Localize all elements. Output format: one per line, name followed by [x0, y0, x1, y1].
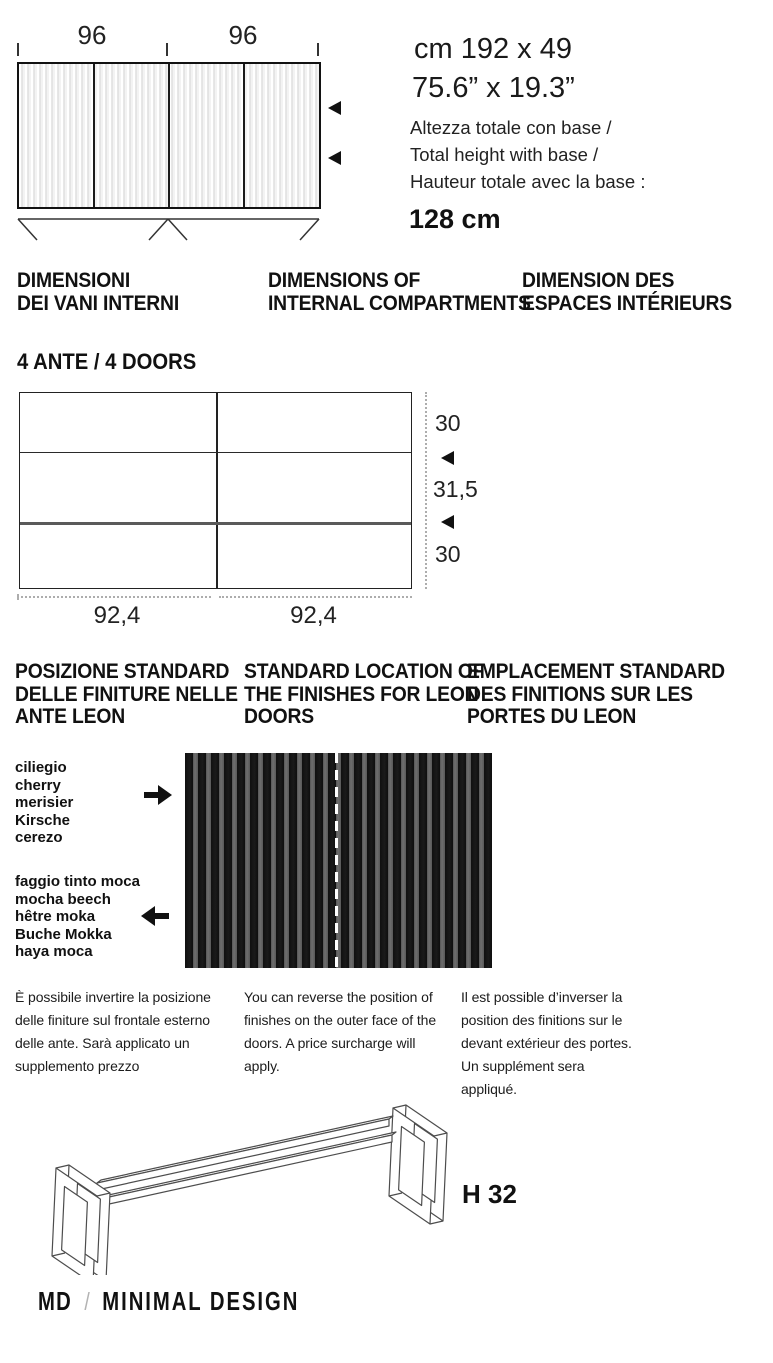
- height-note-en: Total height with base /: [410, 144, 599, 165]
- note-it: [15, 986, 211, 1078]
- header-line: POSIZIONE STANDARD: [15, 660, 230, 683]
- dim-tick: [166, 43, 168, 56]
- header-line: DIMENSION DES: [522, 269, 675, 292]
- note-line: devant extérieur des portes.: [461, 1035, 632, 1051]
- col-dim-right: 92,4: [290, 602, 337, 629]
- left-triangle-icon: [328, 101, 341, 115]
- compartments-grid: [19, 392, 412, 589]
- right-arrow-icon: [144, 784, 174, 806]
- dotted-dimension-line: [21, 596, 211, 598]
- dim-tick: [17, 594, 19, 600]
- note-line: Un supplément sera: [461, 1058, 585, 1074]
- door-divider: [243, 64, 245, 207]
- header-line: STANDARD LOCATION OF: [244, 660, 485, 683]
- header-emplacement-fr: [467, 661, 725, 729]
- header-line: DEI VANI INTERNI: [17, 291, 180, 315]
- wood-slats-photo: [185, 753, 492, 968]
- header-line: DIMENSIONS OF: [268, 269, 421, 292]
- row-dim-top: 30: [435, 410, 461, 436]
- finish-name: Buche Mokka: [15, 925, 112, 943]
- door-divider: [93, 64, 95, 207]
- brand-footer: [38, 1286, 299, 1317]
- doors-count-title: 4 ANTE / 4 DOORS: [17, 349, 197, 374]
- header-line: ANTE LEON: [15, 705, 125, 728]
- finish-list-cherry: [15, 759, 73, 847]
- finish-name: haya moca: [15, 943, 93, 961]
- note-fr: [461, 986, 632, 1101]
- grid-row-divider: [20, 522, 411, 525]
- dim-tick: [317, 43, 319, 56]
- grid-column-divider: [216, 393, 218, 588]
- finish-name: mocha beech: [15, 890, 111, 908]
- size-cm: cm 192 x 49: [414, 33, 572, 65]
- header-dimension-fr: [522, 270, 732, 315]
- height-note-it: Altezza totale con base /: [410, 117, 612, 138]
- note-line: position des finitions sur le: [461, 1012, 623, 1028]
- header-line: THE FINISHES FOR LEON: [244, 682, 479, 706]
- height-note-fr: Hauteur totale avec la base :: [410, 171, 646, 192]
- dotted-dimension-line: [219, 596, 412, 598]
- brand-initials: MD: [38, 1286, 72, 1316]
- cabinet-front: [17, 62, 321, 209]
- row-dim-bottom: 30: [435, 541, 461, 567]
- note-en: [244, 986, 436, 1078]
- door-divider: [168, 64, 170, 207]
- header-line: DELLE FINITURE NELLE: [15, 682, 238, 706]
- left-triangle-icon: [328, 151, 341, 165]
- left-triangle-icon: [441, 515, 454, 529]
- finish-name: ciliegio: [15, 759, 67, 776]
- dotted-extension-line: [425, 392, 427, 589]
- note-line: delle ante. Sarà applicato un: [15, 1035, 190, 1051]
- dim-tick: [17, 43, 19, 56]
- note-line: You can reverse the position of: [244, 989, 433, 1005]
- note-line: apply.: [244, 1058, 280, 1074]
- finish-name: hêtre moka: [15, 908, 96, 926]
- finish-name: Kirsche: [15, 811, 71, 829]
- slash-separator: /: [84, 1288, 90, 1316]
- col-dim-left: 92,4: [93, 602, 141, 629]
- door-swing-line: [17, 217, 321, 243]
- header-line: PORTES DU LEON: [467, 705, 637, 728]
- center-dashed-line: [335, 753, 338, 968]
- note-line: appliqué.: [461, 1081, 517, 1097]
- header-line: DIMENSIONI: [17, 269, 131, 292]
- note-line: Il est possible d’inverser la: [461, 989, 623, 1005]
- note-line: doors. A price surcharge will: [244, 1035, 416, 1051]
- finish-name: faggio tinto moca: [15, 873, 140, 890]
- dim-96-right: 96: [228, 20, 258, 50]
- note-line: supplemento prezzo: [15, 1058, 140, 1074]
- base-frame-drawing: [40, 1095, 480, 1275]
- size-inch: 75.6” x 19.3”: [412, 72, 575, 104]
- base-height-label: H 32: [462, 1179, 517, 1209]
- header-posizione-it: [15, 661, 238, 729]
- note-line: delle finiture sul frontale esterno: [15, 1012, 210, 1028]
- left-triangle-icon: [441, 451, 454, 465]
- header-line: DOORS: [244, 705, 314, 728]
- grid-row-divider: [20, 452, 411, 453]
- finish-name: cerezo: [15, 829, 63, 847]
- note-line: È possibile invertire la posizione: [15, 989, 211, 1005]
- row-dim-middle: 31,5: [433, 476, 478, 502]
- header-location-en: [244, 661, 484, 729]
- brand-name: MINIMAL DESIGN: [102, 1286, 300, 1316]
- finish-name: merisier: [15, 794, 74, 812]
- total-height-value: 128 cm: [409, 204, 501, 234]
- dim-96-left: 96: [77, 20, 107, 50]
- header-line: EMPLACEMENT STANDARD: [467, 660, 725, 683]
- finish-name: cherry: [15, 776, 61, 794]
- left-arrow-icon: [141, 905, 171, 927]
- header-line: DES FINITIONS SUR LES: [467, 682, 693, 706]
- header-line: ESPACES INTÉRIEURS: [522, 291, 732, 315]
- note-line: finishes on the outer face of the: [244, 1012, 437, 1028]
- header-line: INTERNAL COMPARTMENTS: [268, 291, 531, 315]
- finish-list-mocha: [15, 873, 140, 961]
- header-dimensions-en: [268, 270, 531, 315]
- header-dimensioni-it: [17, 270, 179, 315]
